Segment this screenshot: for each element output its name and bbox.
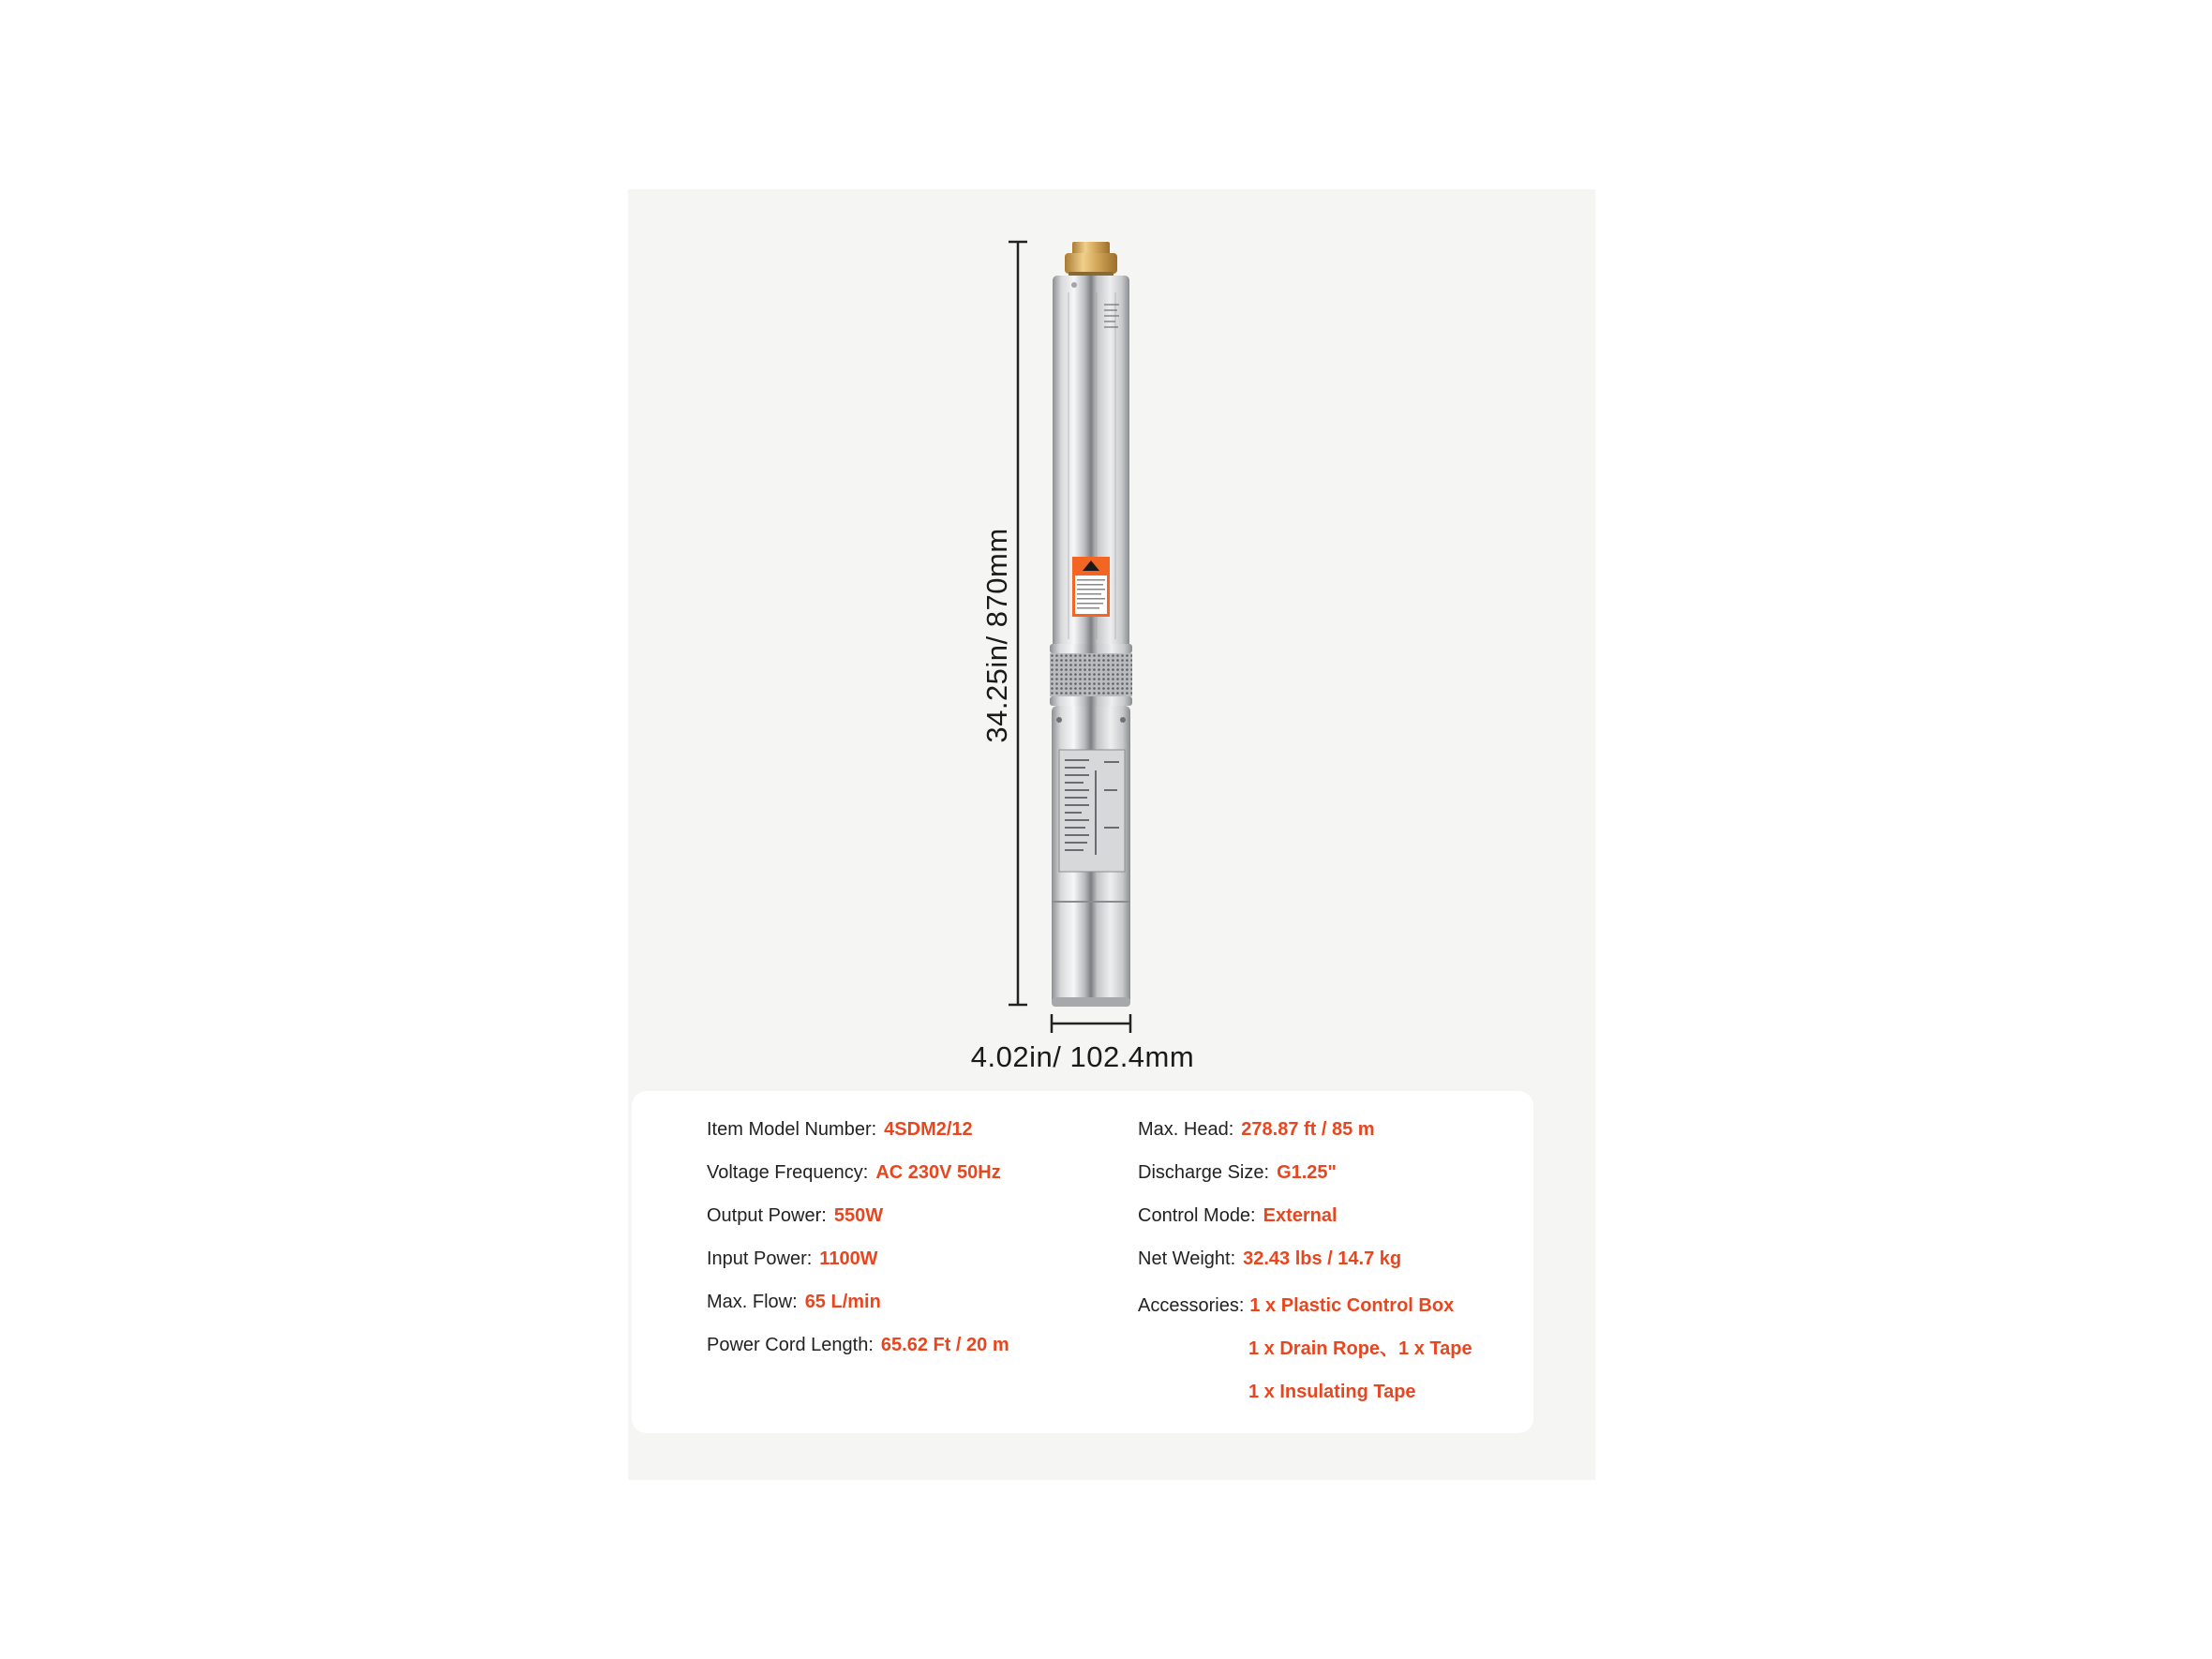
spec-model-number: Item Model Number: 4SDM2/12	[707, 1119, 973, 1140]
spec-max-flow: Max. Flow: 65 L/min	[707, 1292, 881, 1312]
spec-voltage-frequency: Voltage Frequency: AC 230V 50Hz	[707, 1162, 1001, 1183]
warning-label	[1072, 557, 1110, 617]
width-dimension-line	[1052, 1014, 1130, 1033]
spec-control-mode: Control Mode: External	[1138, 1205, 1338, 1226]
accessory-line: 1 x Drain Rope、1 x Tape	[1248, 1338, 1472, 1359]
specs-right-column	[1138, 1115, 1472, 1421]
submersible-pump-illustration	[628, 189, 1595, 1089]
spec-discharge-size: Discharge Size: G1.25"	[1138, 1162, 1338, 1183]
spec-accessories: Accessories: 1 x Plastic Control Box	[1138, 1295, 1455, 1316]
spec-output-power: Output Power: 550W	[707, 1205, 884, 1226]
height-dimension-label: 34.25in/ 870mm	[980, 528, 1013, 743]
brass-outlet	[1065, 242, 1117, 277]
spec-input-power: Input Power: 1100W	[707, 1248, 878, 1269]
specs-left-column	[707, 1115, 1009, 1374]
spec-max-head: Max. Head: 278.87 ft / 85 m	[1138, 1119, 1375, 1140]
width-dimension-label: 4.02in/ 102.4mm	[970, 1040, 1195, 1073]
motor-info-plate	[1059, 750, 1125, 872]
spec-power-cord-length: Power Cord Length: 65.62 Ft / 20 m	[707, 1335, 1009, 1355]
intake-screen	[1050, 653, 1132, 696]
specifications-card	[632, 1091, 1533, 1433]
product-image-canvas	[628, 189, 1595, 1480]
accessory-line: 1 x Insulating Tape	[1248, 1382, 1416, 1402]
spec-net-weight: Net Weight: 32.43 lbs / 14.7 kg	[1138, 1248, 1402, 1269]
